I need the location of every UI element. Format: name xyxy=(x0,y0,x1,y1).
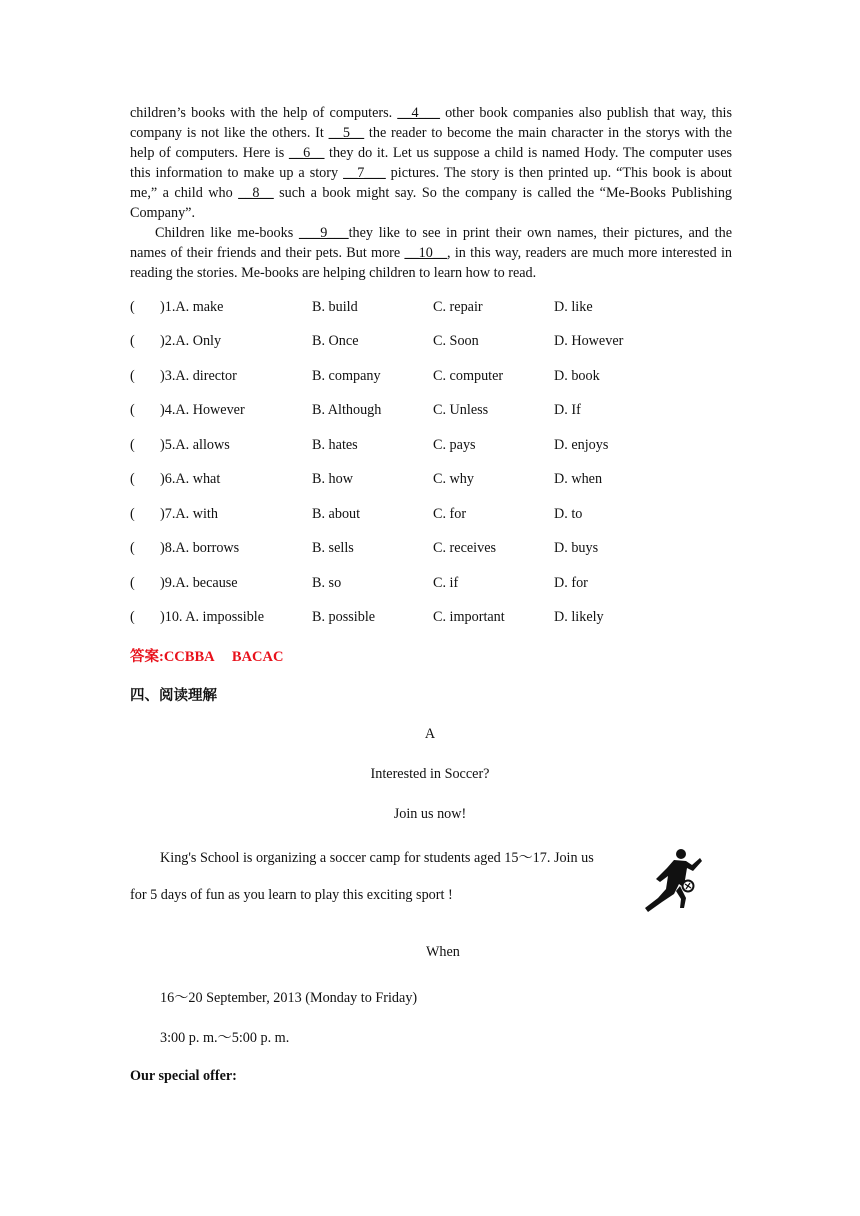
question-row xyxy=(130,368,732,388)
option-c: C. important xyxy=(433,609,505,625)
question-row xyxy=(130,471,732,491)
special-offer-heading: Our special offer: xyxy=(130,1068,237,1084)
ad-intro-line-2: for 5 days of fun as you learn to play this exciting sport ! xyxy=(130,887,453,903)
option-d: D. likely xyxy=(554,609,604,625)
option-b: B. how xyxy=(312,471,353,487)
answer-bracket: ( xyxy=(130,368,135,384)
option-b: B. company xyxy=(312,368,381,384)
option-c: C. pays xyxy=(433,437,476,453)
option-d: D. when xyxy=(554,471,603,487)
passage-text: the reader to become the main character in the storys with the help of computers. Here is xyxy=(130,125,733,161)
option-b: B. hates xyxy=(312,437,358,453)
blank-9: ___9___ xyxy=(298,225,349,241)
question-row xyxy=(130,437,732,457)
option-a: )5.A. allows xyxy=(160,437,230,453)
question-row xyxy=(130,575,732,595)
passage-text: they like to see in print their own names, their pictures, and the names of their friends and their pets. But more xyxy=(130,225,732,261)
option-c: C. computer xyxy=(433,368,504,384)
option-d: D. However xyxy=(554,333,624,349)
option-a: )9.A. because xyxy=(160,575,238,591)
option-d: D. for xyxy=(554,575,588,591)
question-row xyxy=(130,402,732,422)
soccer-player-icon xyxy=(640,846,706,916)
option-b: B. build xyxy=(312,299,358,315)
blank-5: __5__ xyxy=(328,125,365,141)
question-row xyxy=(130,299,732,319)
passage-text: they do it. Let us suppose a child is named Hody. The computer uses this information to make up a story xyxy=(130,145,733,181)
option-d: D. buys xyxy=(554,540,599,556)
option-d: D. to xyxy=(554,506,583,522)
ad-intro-line-1: King's School is organizing a soccer camp for students aged 15～17. Join us xyxy=(160,850,594,866)
question-row xyxy=(130,609,732,629)
question-row xyxy=(130,506,732,526)
option-b: B. sells xyxy=(312,540,354,556)
option-b: B. Once xyxy=(312,333,359,349)
blank-4: __4___ xyxy=(397,105,440,121)
option-c: C. Unless xyxy=(433,402,489,418)
passage-text: such a book might say. So the company is called the “Me-Books Publishing Company”. xyxy=(130,185,733,221)
when-heading: When xyxy=(426,944,460,960)
passage-text: pictures. The story is then printed up. “This book is about me,” a child who xyxy=(130,165,732,201)
blank-8: __8__ xyxy=(238,185,274,201)
answer-bracket: ( xyxy=(130,540,135,556)
passage-paragraph-1 xyxy=(130,103,732,223)
answer-key: 答案:CCBBA BACAC xyxy=(130,649,284,665)
ad-subhead: Join us now! xyxy=(393,806,467,822)
answer-bracket: ( xyxy=(130,506,135,522)
option-c: C. repair xyxy=(433,299,483,315)
answer-bracket: ( xyxy=(130,609,135,625)
option-b: B. about xyxy=(312,506,361,522)
answer-bracket: ( xyxy=(130,575,135,591)
option-c: C. why xyxy=(433,471,474,487)
passage-text: other book companies also publish that way, this company is not like the others. It xyxy=(130,105,732,141)
camp-dates: 16～20 September, 2013 (Monday to Friday) xyxy=(160,990,418,1006)
option-b: B. so xyxy=(312,575,342,591)
option-a: )2.A. Only xyxy=(160,333,222,349)
passage-text: children’s books with the help of computers. xyxy=(130,105,393,121)
answer-bracket: ( xyxy=(130,299,135,315)
passage-text: , in this way, readers are much more interested in reading the stories. Me-books are helping children to learn how to read. xyxy=(130,245,732,281)
answer-bracket: ( xyxy=(130,437,135,453)
option-a: )7.A. with xyxy=(160,506,218,522)
option-a: )8.A. borrows xyxy=(160,540,240,556)
option-c: C. Soon xyxy=(433,333,479,349)
blank-7: __7___ xyxy=(343,165,386,181)
option-d: D. enjoys xyxy=(554,437,609,453)
option-d: D. If xyxy=(554,402,581,418)
answer-bracket: ( xyxy=(130,402,135,418)
option-b: B. Although xyxy=(312,402,382,418)
answer-bracket: ( xyxy=(130,333,135,349)
option-c: C. receives xyxy=(433,540,497,556)
answer-bracket: ( xyxy=(130,471,135,487)
option-a: )6.A. what xyxy=(160,471,221,487)
section-title: 四、阅读理解 xyxy=(130,688,217,704)
question-row xyxy=(130,333,732,353)
ad-headline: Interested in Soccer? xyxy=(370,766,490,782)
passage-paragraph-2 xyxy=(130,223,732,283)
option-d: D. book xyxy=(554,368,600,384)
option-c: C. for xyxy=(433,506,467,522)
option-d: D. like xyxy=(554,299,593,315)
blank-10: __10__ xyxy=(404,245,448,261)
question-row xyxy=(130,540,732,560)
reading-label: A xyxy=(424,726,436,742)
blank-6: __6__ xyxy=(288,145,325,161)
option-a: )1.A. make xyxy=(160,299,224,315)
option-a: )4.A. However xyxy=(160,402,245,418)
option-b: B. possible xyxy=(312,609,376,625)
option-c: C. if xyxy=(433,575,459,591)
option-a: )10. A. impossible xyxy=(160,609,265,625)
option-a: )3.A. director xyxy=(160,368,237,384)
camp-time: 3:00 p. m.～5:00 p. m. xyxy=(160,1030,290,1046)
passage-text: Children like me-books xyxy=(155,225,294,241)
